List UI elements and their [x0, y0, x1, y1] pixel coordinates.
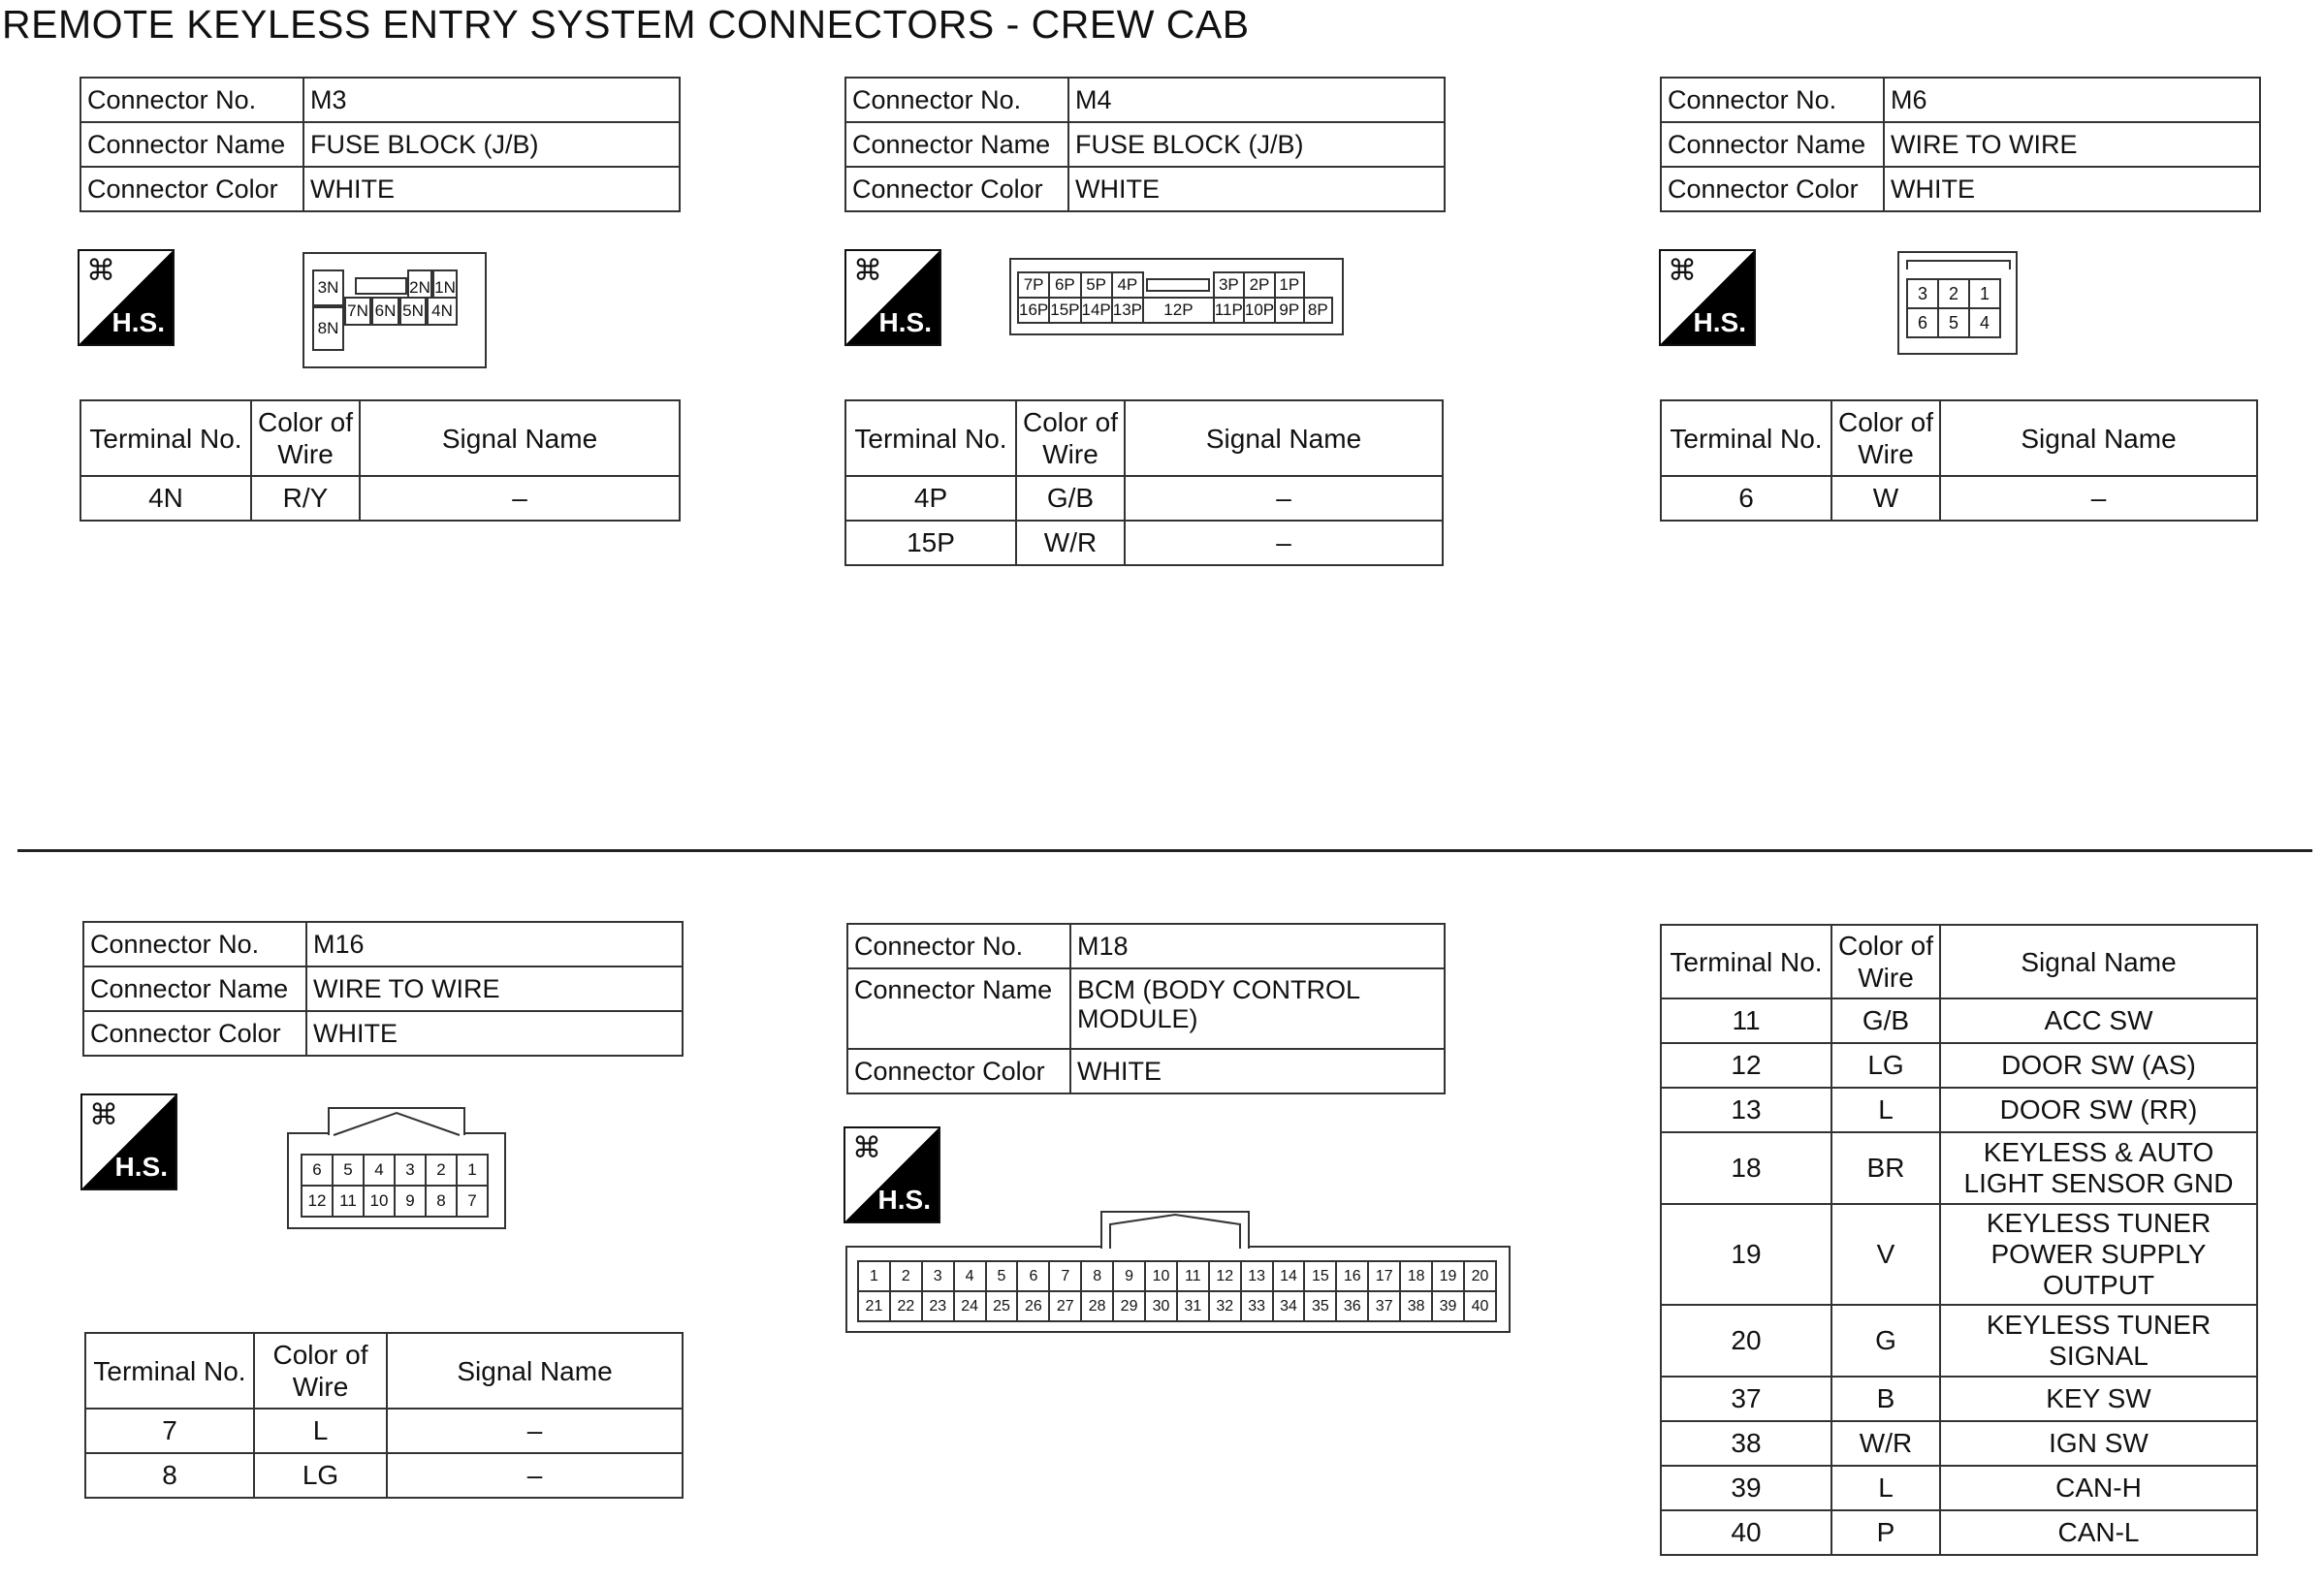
m4-pin: 15P: [1049, 298, 1080, 323]
m6-terminal-no-header: Terminal No.: [1661, 400, 1831, 476]
m16-harness-side-icon: ⌘ H.S.: [80, 1093, 177, 1190]
m18-pin: 40: [1464, 1291, 1496, 1321]
m6-signal-name-header: Signal Name: [1940, 400, 2257, 476]
m16-connector-name-label: Connector Name: [83, 966, 306, 1011]
m18-terminal-no: 13: [1661, 1088, 1831, 1132]
m4-pin: 10P: [1244, 298, 1275, 323]
m18-wire-color: V: [1831, 1204, 1940, 1305]
m18-terminal-no: 37: [1661, 1377, 1831, 1421]
m18-info-table: [846, 923, 1446, 1094]
m18-pin: 18: [1400, 1261, 1432, 1291]
m16-pin-grid: [301, 1154, 489, 1218]
m4-terminal-row: [845, 476, 1443, 521]
m18-signal-name: KEYLESS & AUTO LIGHT SENSOR GND: [1940, 1132, 2257, 1204]
m4-connector-face: [1009, 258, 1344, 335]
m4-terminal-no: 15P: [845, 521, 1016, 565]
m4-pin: 8P: [1304, 298, 1332, 323]
m16-terminal-no-header: Terminal No.: [85, 1333, 254, 1409]
m3-signal-name: –: [360, 476, 680, 521]
m18-signal-name: CAN-H: [1940, 1466, 2257, 1510]
m4-pin: 16P: [1018, 298, 1049, 323]
m18-terminal-row: [1661, 1088, 2257, 1132]
m3-connector-name-label: Connector Name: [80, 122, 303, 167]
m16-pin: 10: [364, 1186, 395, 1217]
m4-wire-color: G/B: [1016, 476, 1125, 521]
m4-pin: 9P: [1275, 298, 1303, 323]
m18-pin: 20: [1464, 1261, 1496, 1291]
m3-connector-face: [302, 252, 487, 368]
m3-terminal-table: [80, 399, 681, 522]
m18-pin: 9: [1113, 1261, 1145, 1291]
m16-signal-name: –: [387, 1453, 683, 1498]
m3-connector-color: WHITE: [303, 167, 680, 211]
m16-pin: 9: [395, 1186, 426, 1217]
m3-connector-name: FUSE BLOCK (J/B): [303, 122, 680, 167]
m18-connector-name: BCM (BODY CONTROL MODULE): [1070, 968, 1445, 1049]
m6-info-table: [1660, 77, 2261, 212]
m3-pin: 6N: [371, 297, 399, 326]
m4-connector-name: FUSE BLOCK (J/B): [1068, 122, 1445, 167]
m18-pin: 35: [1304, 1291, 1336, 1321]
m3-harness-side-icon: ⌘ H.S.: [78, 249, 175, 346]
m3-terminal-no: 4N: [80, 476, 251, 521]
m18-terminal-row: [1661, 1132, 2257, 1204]
m18-terminal-row: [1661, 1510, 2257, 1555]
m6-connector-color: WHITE: [1884, 167, 2260, 211]
m4-pin: 13P: [1112, 298, 1143, 323]
m16-pin: 5: [333, 1155, 364, 1186]
m16-terminal-no: 7: [85, 1409, 254, 1453]
m16-terminal-row: [85, 1409, 683, 1453]
m18-signal-name: DOOR SW (RR): [1940, 1088, 2257, 1132]
m18-pin: 32: [1209, 1291, 1241, 1321]
m18-wire-color: W/R: [1831, 1421, 1940, 1466]
m18-pin: 8: [1081, 1261, 1113, 1291]
m18-connector-color-label: Connector Color: [847, 1049, 1070, 1093]
m18-pin: 34: [1273, 1291, 1305, 1321]
m18-pin: 37: [1368, 1291, 1400, 1321]
m6-terminal-table: [1660, 399, 2258, 522]
m16-connector-color-label: Connector Color: [83, 1011, 306, 1056]
m18-terminal-no: 38: [1661, 1421, 1831, 1466]
m18-terminal-no: 40: [1661, 1510, 1831, 1555]
m3-connector-no: M3: [303, 78, 680, 122]
m16-pin: 2: [426, 1155, 457, 1186]
m18-wire-color: LG: [1831, 1043, 1940, 1088]
m6-connector-no-label: Connector No.: [1661, 78, 1884, 122]
m18-harness-side-icon: ⌘ H.S.: [844, 1126, 940, 1223]
m18-signal-name: KEY SW: [1940, 1377, 2257, 1421]
m3-signal-name-header: Signal Name: [360, 400, 680, 476]
m4-pin: 11P: [1214, 298, 1244, 323]
m18-pin: 1: [858, 1261, 890, 1291]
m16-signal-name: –: [387, 1409, 683, 1453]
m18-terminal-no: 18: [1661, 1132, 1831, 1204]
m18-pin: 30: [1145, 1291, 1177, 1321]
m18-signal-name: CAN-L: [1940, 1510, 2257, 1555]
m18-wire-color: G/B: [1831, 998, 1940, 1043]
m6-pin: 4: [1969, 308, 2000, 337]
m6-terminal-row: [1661, 476, 2257, 521]
m4-connector-no: M4: [1068, 78, 1445, 122]
m16-terminal-table: [84, 1332, 684, 1499]
page-title: REMOTE KEYLESS ENTRY SYSTEM CONNECTORS - CREW CAB: [2, 2, 1250, 47]
m18-key-tab: [1100, 1211, 1250, 1250]
m3-terminal-no-header: Terminal No.: [80, 400, 251, 476]
m4-pin: 6P: [1049, 272, 1080, 298]
m3-pin: 5N: [399, 297, 427, 326]
m6-pin-grid: [1906, 278, 2001, 338]
m4-info-table: [844, 77, 1446, 212]
m4-terminal-table: [844, 399, 1444, 566]
m18-connector-no: M18: [1070, 924, 1445, 968]
m3-wire-color: R/Y: [251, 476, 360, 521]
m18-signal-name-header: Signal Name: [1940, 925, 2257, 998]
m18-pin: 38: [1400, 1291, 1432, 1321]
m3-pin: 1N: [432, 269, 458, 306]
m4-pin: 5P: [1081, 272, 1112, 298]
m6-pin: 2: [1938, 279, 1969, 308]
section-divider: [17, 849, 2312, 852]
m18-wire-color: B: [1831, 1377, 1940, 1421]
m6-connector-face: [1897, 251, 2018, 355]
m4-signal-name-header: Signal Name: [1125, 400, 1443, 476]
m3-key-slot: [355, 277, 407, 295]
m16-connector-color: WHITE: [306, 1011, 683, 1056]
m18-pin: 3: [922, 1261, 954, 1291]
m18-signal-name: IGN SW: [1940, 1421, 2257, 1466]
m18-pin: 12: [1209, 1261, 1241, 1291]
m18-pin: 27: [1049, 1291, 1081, 1321]
m16-key-tab: [328, 1107, 465, 1136]
m18-pin: 13: [1241, 1261, 1273, 1291]
m4-connector-color: WHITE: [1068, 167, 1445, 211]
m6-connector-color-label: Connector Color: [1661, 167, 1884, 211]
m18-terminal-row: [1661, 1466, 2257, 1510]
m18-pin: 19: [1432, 1261, 1464, 1291]
m18-terminal-no: 19: [1661, 1204, 1831, 1305]
m16-connector-face: [287, 1132, 506, 1229]
m3-pin: 4N: [427, 297, 458, 326]
m18-pin: 26: [1017, 1291, 1049, 1321]
m18-wire-color: BR: [1831, 1132, 1940, 1204]
m4-wire-color: W/R: [1016, 521, 1125, 565]
m18-pin: 28: [1081, 1291, 1113, 1321]
m18-terminal-no: 11: [1661, 998, 1831, 1043]
m18-wire-color: L: [1831, 1466, 1940, 1510]
m4-connector-name-label: Connector Name: [845, 122, 1068, 167]
m16-wire-color: L: [254, 1409, 387, 1453]
m18-terminal-row: [1661, 998, 2257, 1043]
m4-wire-color-header: Color of Wire: [1016, 400, 1125, 476]
m4-terminal-no: 4P: [845, 476, 1016, 521]
m3-info-table: [80, 77, 681, 212]
m18-pin: 23: [922, 1291, 954, 1321]
m16-terminal-row: [85, 1453, 683, 1498]
m4-pin: 14P: [1081, 298, 1112, 323]
m18-pin: 2: [890, 1261, 922, 1291]
m18-terminal-row: [1661, 1377, 2257, 1421]
m6-connector-no: M6: [1884, 78, 2260, 122]
m18-terminal-no: 12: [1661, 1043, 1831, 1088]
m18-pin: 16: [1336, 1261, 1368, 1291]
m18-pin: 25: [986, 1291, 1018, 1321]
m16-pin: 8: [426, 1186, 457, 1217]
m3-pin: 3N: [312, 269, 344, 306]
m16-connector-name: WIRE TO WIRE: [306, 966, 683, 1011]
m18-terminal-no-header: Terminal No.: [1661, 925, 1831, 998]
m18-pin: 21: [858, 1291, 890, 1321]
m18-signal-name: DOOR SW (AS): [1940, 1043, 2257, 1088]
m16-pin: 12: [302, 1186, 333, 1217]
m16-pin: 4: [364, 1155, 395, 1186]
m4-pin: 2P: [1244, 272, 1275, 298]
m18-pin: 5: [986, 1261, 1018, 1291]
m4-connector-no-label: Connector No.: [845, 78, 1068, 122]
m4-terminal-no-header: Terminal No.: [845, 400, 1016, 476]
m18-pin-grid: [857, 1260, 1497, 1322]
m18-pin: 11: [1177, 1261, 1209, 1291]
m16-wire-color: LG: [254, 1453, 387, 1498]
m16-connector-no: M16: [306, 922, 683, 966]
m18-pin: 6: [1017, 1261, 1049, 1291]
m6-terminal-no: 6: [1661, 476, 1831, 521]
m18-terminal-row: [1661, 1421, 2257, 1466]
m3-connector-no-label: Connector No.: [80, 78, 303, 122]
m16-connector-no-label: Connector No.: [83, 922, 306, 966]
m6-wire-color: W: [1831, 476, 1940, 521]
m18-wire-color: P: [1831, 1510, 1940, 1555]
m6-signal-name: –: [1940, 476, 2257, 521]
m16-pin: 11: [333, 1186, 364, 1217]
m4-signal-name: –: [1125, 476, 1443, 521]
m3-wire-color-header: Color of Wire: [251, 400, 360, 476]
m16-signal-name-header: Signal Name: [387, 1333, 683, 1409]
m6-harness-side-icon: ⌘ H.S.: [1659, 249, 1756, 346]
m6-wire-color-header: Color of Wire: [1831, 400, 1940, 476]
m18-pin: 39: [1432, 1291, 1464, 1321]
m18-pin: 33: [1241, 1291, 1273, 1321]
m3-pin: 8N: [312, 306, 344, 351]
m3-terminal-row: [80, 476, 680, 521]
m6-pin: 3: [1907, 279, 1938, 308]
m18-connector-no-label: Connector No.: [847, 924, 1070, 968]
m18-pin: 14: [1273, 1261, 1305, 1291]
m18-wire-color: G: [1831, 1305, 1940, 1377]
m18-terminal-no: 20: [1661, 1305, 1831, 1377]
m18-pin: 22: [890, 1291, 922, 1321]
m18-pin: 31: [1177, 1291, 1209, 1321]
m18-connector-name-label: Connector Name: [847, 968, 1070, 1049]
m3-pin: 2N: [407, 269, 432, 306]
m16-wire-color-header: Color of Wire: [254, 1333, 387, 1409]
m18-wire-color-header: Color of Wire: [1831, 925, 1940, 998]
m4-harness-side-icon: ⌘ H.S.: [844, 249, 941, 346]
m4-connector-color-label: Connector Color: [845, 167, 1068, 211]
m18-signal-name: ACC SW: [1940, 998, 2257, 1043]
m4-pin: 7P: [1018, 272, 1049, 298]
m16-pin: 6: [302, 1155, 333, 1186]
m18-connector-color: WHITE: [1070, 1049, 1445, 1093]
m6-pin: 5: [1938, 308, 1969, 337]
m4-signal-name: –: [1125, 521, 1443, 565]
m16-terminal-no: 8: [85, 1453, 254, 1498]
m18-terminal-no: 39: [1661, 1466, 1831, 1510]
m18-pin: 36: [1336, 1291, 1368, 1321]
m6-pin: 6: [1907, 308, 1938, 337]
m4-pin: 3P: [1214, 272, 1244, 298]
m18-terminal-table: [1660, 924, 2258, 1556]
m18-pin: 10: [1145, 1261, 1177, 1291]
m18-connector-face: [845, 1246, 1511, 1333]
m4-pin-grid: [1017, 271, 1333, 324]
m18-pin: 29: [1113, 1291, 1145, 1321]
m16-pin: 1: [457, 1155, 488, 1186]
m18-terminal-row: [1661, 1204, 2257, 1305]
m18-pin: 7: [1049, 1261, 1081, 1291]
m18-pin: 4: [954, 1261, 986, 1291]
m4-terminal-row: [845, 521, 1443, 565]
m6-connector-name-label: Connector Name: [1661, 122, 1884, 167]
m4-pin: 1P: [1275, 272, 1303, 298]
m18-terminal-row: [1661, 1043, 2257, 1088]
m6-connector-name: WIRE TO WIRE: [1884, 122, 2260, 167]
m18-pin: 24: [954, 1291, 986, 1321]
m16-info-table: [82, 921, 684, 1057]
m16-pin: 3: [395, 1155, 426, 1186]
m18-signal-name: KEYLESS TUNER SIGNAL: [1940, 1305, 2257, 1377]
m4-key-slot: [1143, 272, 1214, 298]
m6-pin: 1: [1969, 279, 2000, 308]
m18-terminal-row: [1661, 1305, 2257, 1377]
m18-pin: 15: [1304, 1261, 1336, 1291]
m4-pin: 4P: [1112, 272, 1143, 298]
m18-pin: 17: [1368, 1261, 1400, 1291]
m3-pin: 7N: [344, 297, 371, 326]
m18-signal-name: KEYLESS TUNER POWER SUPPLY OUTPUT: [1940, 1204, 2257, 1305]
m3-connector-color-label: Connector Color: [80, 167, 303, 211]
m16-pin: 7: [457, 1186, 488, 1217]
m18-wire-color: L: [1831, 1088, 1940, 1132]
m4-pin: 12P: [1143, 298, 1214, 323]
